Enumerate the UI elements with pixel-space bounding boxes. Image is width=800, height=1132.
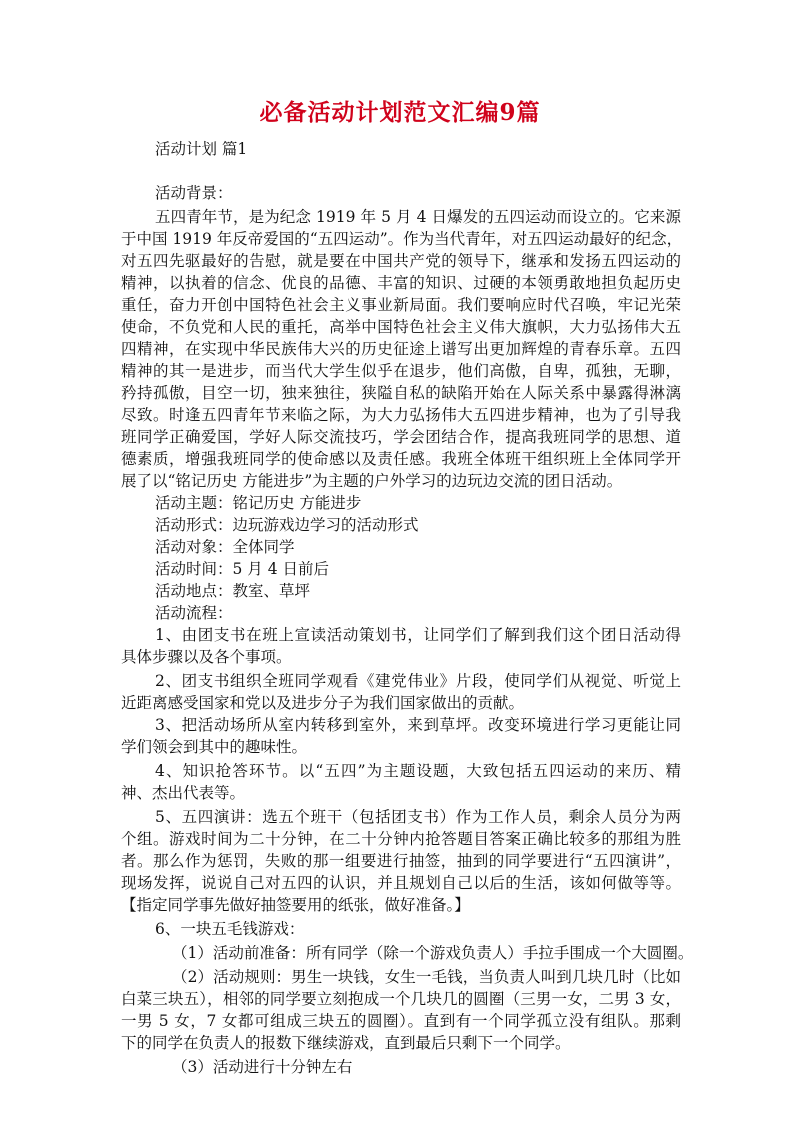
activity-process-label: 活动流程： — [155, 604, 233, 622]
section-heading: 活动计划 篇1 — [155, 140, 248, 158]
process-step-line: 近距离感受国家和党以及进步分子为我们国家做出的贡献。 — [121, 694, 525, 712]
activity-target: 活动对象：全体同学 — [155, 538, 295, 556]
paragraph-line: 四精神，在实现中华民族伟大兴的历史征途上谱写出更加辉煌的青春乐章。五四 — [121, 340, 681, 358]
game-rule-line: （1）活动前准备：所有同学（除一个游戏负责人）手拉手围成一个大圆圈。 — [172, 944, 694, 962]
paragraph-line: 重任，奋力开创中国特色社会主义事业新局面。我们要响应时代召唤，牢记光荣 — [121, 296, 681, 314]
paragraph-label: 活动背景： — [155, 184, 233, 202]
game-rule-line: 白菜三块五），相邻的同学要立刻抱成一个几块几的圆圈（三男一女，二男 3 女， — [121, 990, 681, 1008]
game-rule-line: 一男 5 女，7 女都可组成三块五的圆圈）。直到有一个同学孤立没有组队。那剩 — [121, 1012, 681, 1030]
game-rule-line: 下的同学在负责人的报数下继续游戏，直到最后只剩下一个同学。 — [121, 1034, 571, 1052]
paragraph-line: 对五四先驱最好的告慰，就是要在中国共产党的领导下，继承和发扬五四运动的 — [121, 252, 681, 270]
process-step-line: 个组。游戏时间为二十分钟，在二十分钟内抢答题目答案正确比较多的那组为胜 — [121, 830, 681, 848]
activity-form: 活动形式：边玩游戏边学习的活动形式 — [155, 516, 419, 534]
paragraph-line: 使命，不负党和人民的重托，高举中国特色社会主义伟大旗帜，大力弘扬伟大五 — [121, 318, 681, 336]
activity-theme: 活动主题：铭记历史 方能进步 — [155, 494, 362, 512]
process-step-line: 神、杰出代表等。 — [121, 784, 246, 802]
game-heading: 6、一块五毛钱游戏： — [155, 920, 305, 938]
process-step-line: 者。那么作为惩罚，失败的那一组要进行抽签，抽到的同学要进行“五四演讲”， — [121, 852, 681, 870]
paragraph-line: 尽致。时逢五四青年节来临之际，为大力弘扬伟大五四进步精神，也为了引导我 — [121, 406, 681, 424]
paragraph-line: 班同学正确爱国，学好人际交流技巧，学会团结合作，提高我班同学的思想、道 — [121, 428, 681, 446]
process-step-line: 具体步骤以及各个事项。 — [121, 648, 292, 666]
paragraph-line: 矜持孤傲，目空一切，独来独往，狭隘自私的缺陷开始在人际关系中暴露得淋漓 — [121, 384, 681, 402]
paragraph-line: 精神，以执着的信念、优良的品德、丰富的知识、过硬的本领勇敢地担负起历史 — [121, 274, 681, 292]
game-rule-line: （3）活动进行十分钟左右 — [172, 1058, 353, 1076]
process-step-line: 现场发挥，说说自己对五四的认识，并且规划自己以后的生活，该如何做等等。 — [121, 874, 681, 892]
paragraph-line: 德素质，增强我班同学的使命感以及责任感。我班全体班干组织班上全体同学开 — [121, 450, 681, 468]
activity-location: 活动地点：教室、草坪 — [155, 582, 311, 600]
paragraph-line: 五四青年节，是为纪念 1919 年 5 月 4 日爆发的五四运动而设立的。它来源 — [155, 208, 681, 226]
process-step-line: 2、团支书组织全班同学观看《建党伟业》片段，使同学们从视觉、听觉上 — [155, 672, 681, 690]
process-step-note: 【指定同学事先做好抽签要用的纸张，做好准备。】 — [121, 896, 470, 914]
process-step-line: 学们领会到其中的趣味性。 — [121, 738, 308, 756]
process-step-line: 4、知识抢答环节。以“五四”为主题设题，大致包括五四运动的来历、精 — [155, 762, 681, 780]
process-step-line: 1、由团支书在班上宣读活动策划书，让同学们了解到我们这个团日活动得 — [155, 626, 681, 644]
game-rule-line: （2）活动规则：男生一块钱，女生一毛钱，当负责人叫到几块几时（比如 — [172, 968, 681, 986]
paragraph-line: 展了以“铭记历史 方能进步”为主题的户外学习的边玩边交流的团日活动。 — [121, 472, 623, 490]
document-title: 必备活动计划范文汇编9篇 — [259, 99, 541, 126]
process-step-line: 3、把活动场所从室内转移到室外，来到草坪。改变环境进行学习更能让同 — [155, 716, 681, 734]
paragraph-line: 精神的其一是进步，而当代大学生似乎在退步，他们高傲，自卑，孤独，无聊， — [121, 362, 681, 380]
paragraph-line: 于中国 1919 年反帝爱国的“五四运动”。作为当代青年，对五四运动最好的纪念， — [121, 230, 683, 248]
activity-time: 活动时间：5 月 4 日前后 — [155, 560, 330, 578]
process-step-line: 5、五四演讲：选五个班干（包括团支书）作为工作人员，剩余人员分为两 — [155, 808, 681, 826]
